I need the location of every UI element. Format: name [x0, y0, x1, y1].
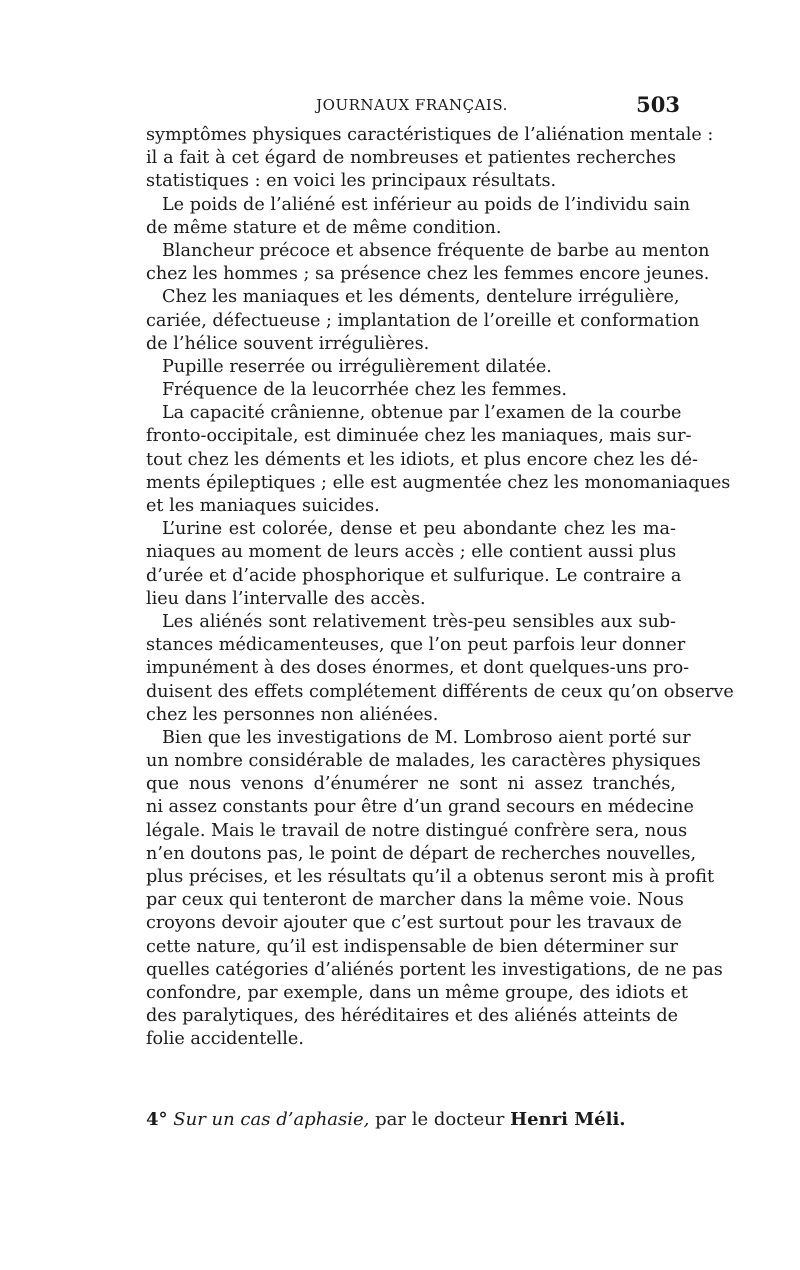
text-line: chez les hommes ; sa présence chez les femmes encore jeunes. [146, 264, 710, 285]
section-title: Sur un cas d’aphasie, [173, 1109, 370, 1130]
text-line: confondre, par exemple, dans un même groupe, des idiots et [146, 982, 688, 1003]
text-line: niaques au moment de leurs accès ; elle contient aussi plus [146, 542, 677, 563]
text-line: impunément à des doses énormes, et dont quelques-uns pro- [146, 658, 690, 679]
text-line: ni assez constants pour être d’un grand secours en médecine [146, 797, 694, 818]
running-head: JOURNAUX FRANÇAIS. [316, 96, 508, 114]
text-line: stances médicamenteuses, que l’on peut parfois leur donner [146, 635, 686, 656]
text-line: par ceux qui tenteront de marcher dans la même voie. Nous [146, 890, 684, 911]
text-line: d’urée et d’acide phosphorique et sulfurique. Le contraire a [146, 565, 682, 586]
text-line: de l’hélice souvent irrégulières. [146, 333, 430, 354]
text-line: que nous venons d’énumérer ne sont ni assez tranchés, [146, 774, 676, 795]
text-line: Le poids de l’aliéné est inférieur au poids de l’individu sain [162, 194, 691, 215]
text-line: ments épileptiques ; elle est augmentée chez les monomaniaques [146, 472, 731, 493]
page-header [144, 92, 680, 122]
text-line: La capacité crânienne, obtenue par l’examen de la courbe [162, 403, 682, 424]
section-author: Henri Méli. [510, 1109, 626, 1130]
text-line: tout chez les déments et les idiots, et plus encore chez les dé- [146, 449, 698, 470]
text-line: n’en doutons pas, le point de départ de recherches nouvelles, [146, 843, 697, 864]
page-number: 503 [636, 92, 680, 117]
text-line: L’urine est colorée, dense et peu abondante chez les ma- [162, 519, 676, 540]
body-text [146, 124, 734, 1052]
text-line: Fréquence de la leucorrhée chez les femmes. [162, 380, 568, 401]
text-line: Les aliénés sont relativement très-peu sensibles aux sub- [162, 611, 676, 632]
section-number: 4° [146, 1109, 168, 1130]
text-line: des paralytiques, des héréditaires et des aliénés atteints de [146, 1006, 679, 1027]
text-line: chez les personnes non aliénées. [146, 704, 439, 725]
text-line: duisent des effets complétement différents de ceux qu’on observe [146, 681, 734, 702]
text-line: symptômes physiques caractéristiques de l’aliénation mentale : [146, 125, 714, 145]
text-line: fronto-occipitale, est diminuée chez les maniaques, mais sur- [146, 426, 692, 447]
text-line: Bien que les investigations de M. Lombroso aient porté sur [162, 727, 691, 748]
text-line: plus précises, et les résultats qu’il a obtenus seront mis à profit [146, 867, 715, 887]
text-line: légale. Mais le travail de notre distingué confrère sera, nous [146, 820, 688, 841]
text-line: cette nature, qu’il est indispensable de bien déterminer sur [146, 936, 678, 957]
text-line: Pupille reserrée ou irrégulièrement dilatée. [162, 356, 552, 377]
text-line: de même stature et de même condition. [146, 217, 502, 238]
section-heading [146, 1106, 676, 1134]
text-line: Blancheur précoce et absence fréquente de barbe au menton [162, 240, 710, 261]
text-line: Chez les maniaques et les déments, dentelure irrégulière, [162, 287, 680, 308]
text-line: folie accidentelle. [146, 1029, 304, 1050]
text-line: croyons devoir ajouter que c’est surtout pour les travaux de [146, 913, 682, 934]
text-line: un nombre considérable de malades, les caractères physiques [146, 751, 701, 772]
text-line: statistiques : en voici les principaux résultats. [146, 171, 557, 192]
section-byline: par le docteur [375, 1109, 505, 1130]
text-line: il a fait à cet égard de nombreuses et patientes recherches [146, 148, 676, 169]
text-line: quelles catégories d’aliénés portent les investigations, de ne pas [146, 959, 723, 980]
text-line: lieu dans l’intervalle des accès. [146, 588, 426, 609]
text-line: cariée, défectueuse ; implantation de l’oreille et conformation [146, 310, 700, 331]
text-line: et les maniaques suicides. [146, 496, 380, 516]
